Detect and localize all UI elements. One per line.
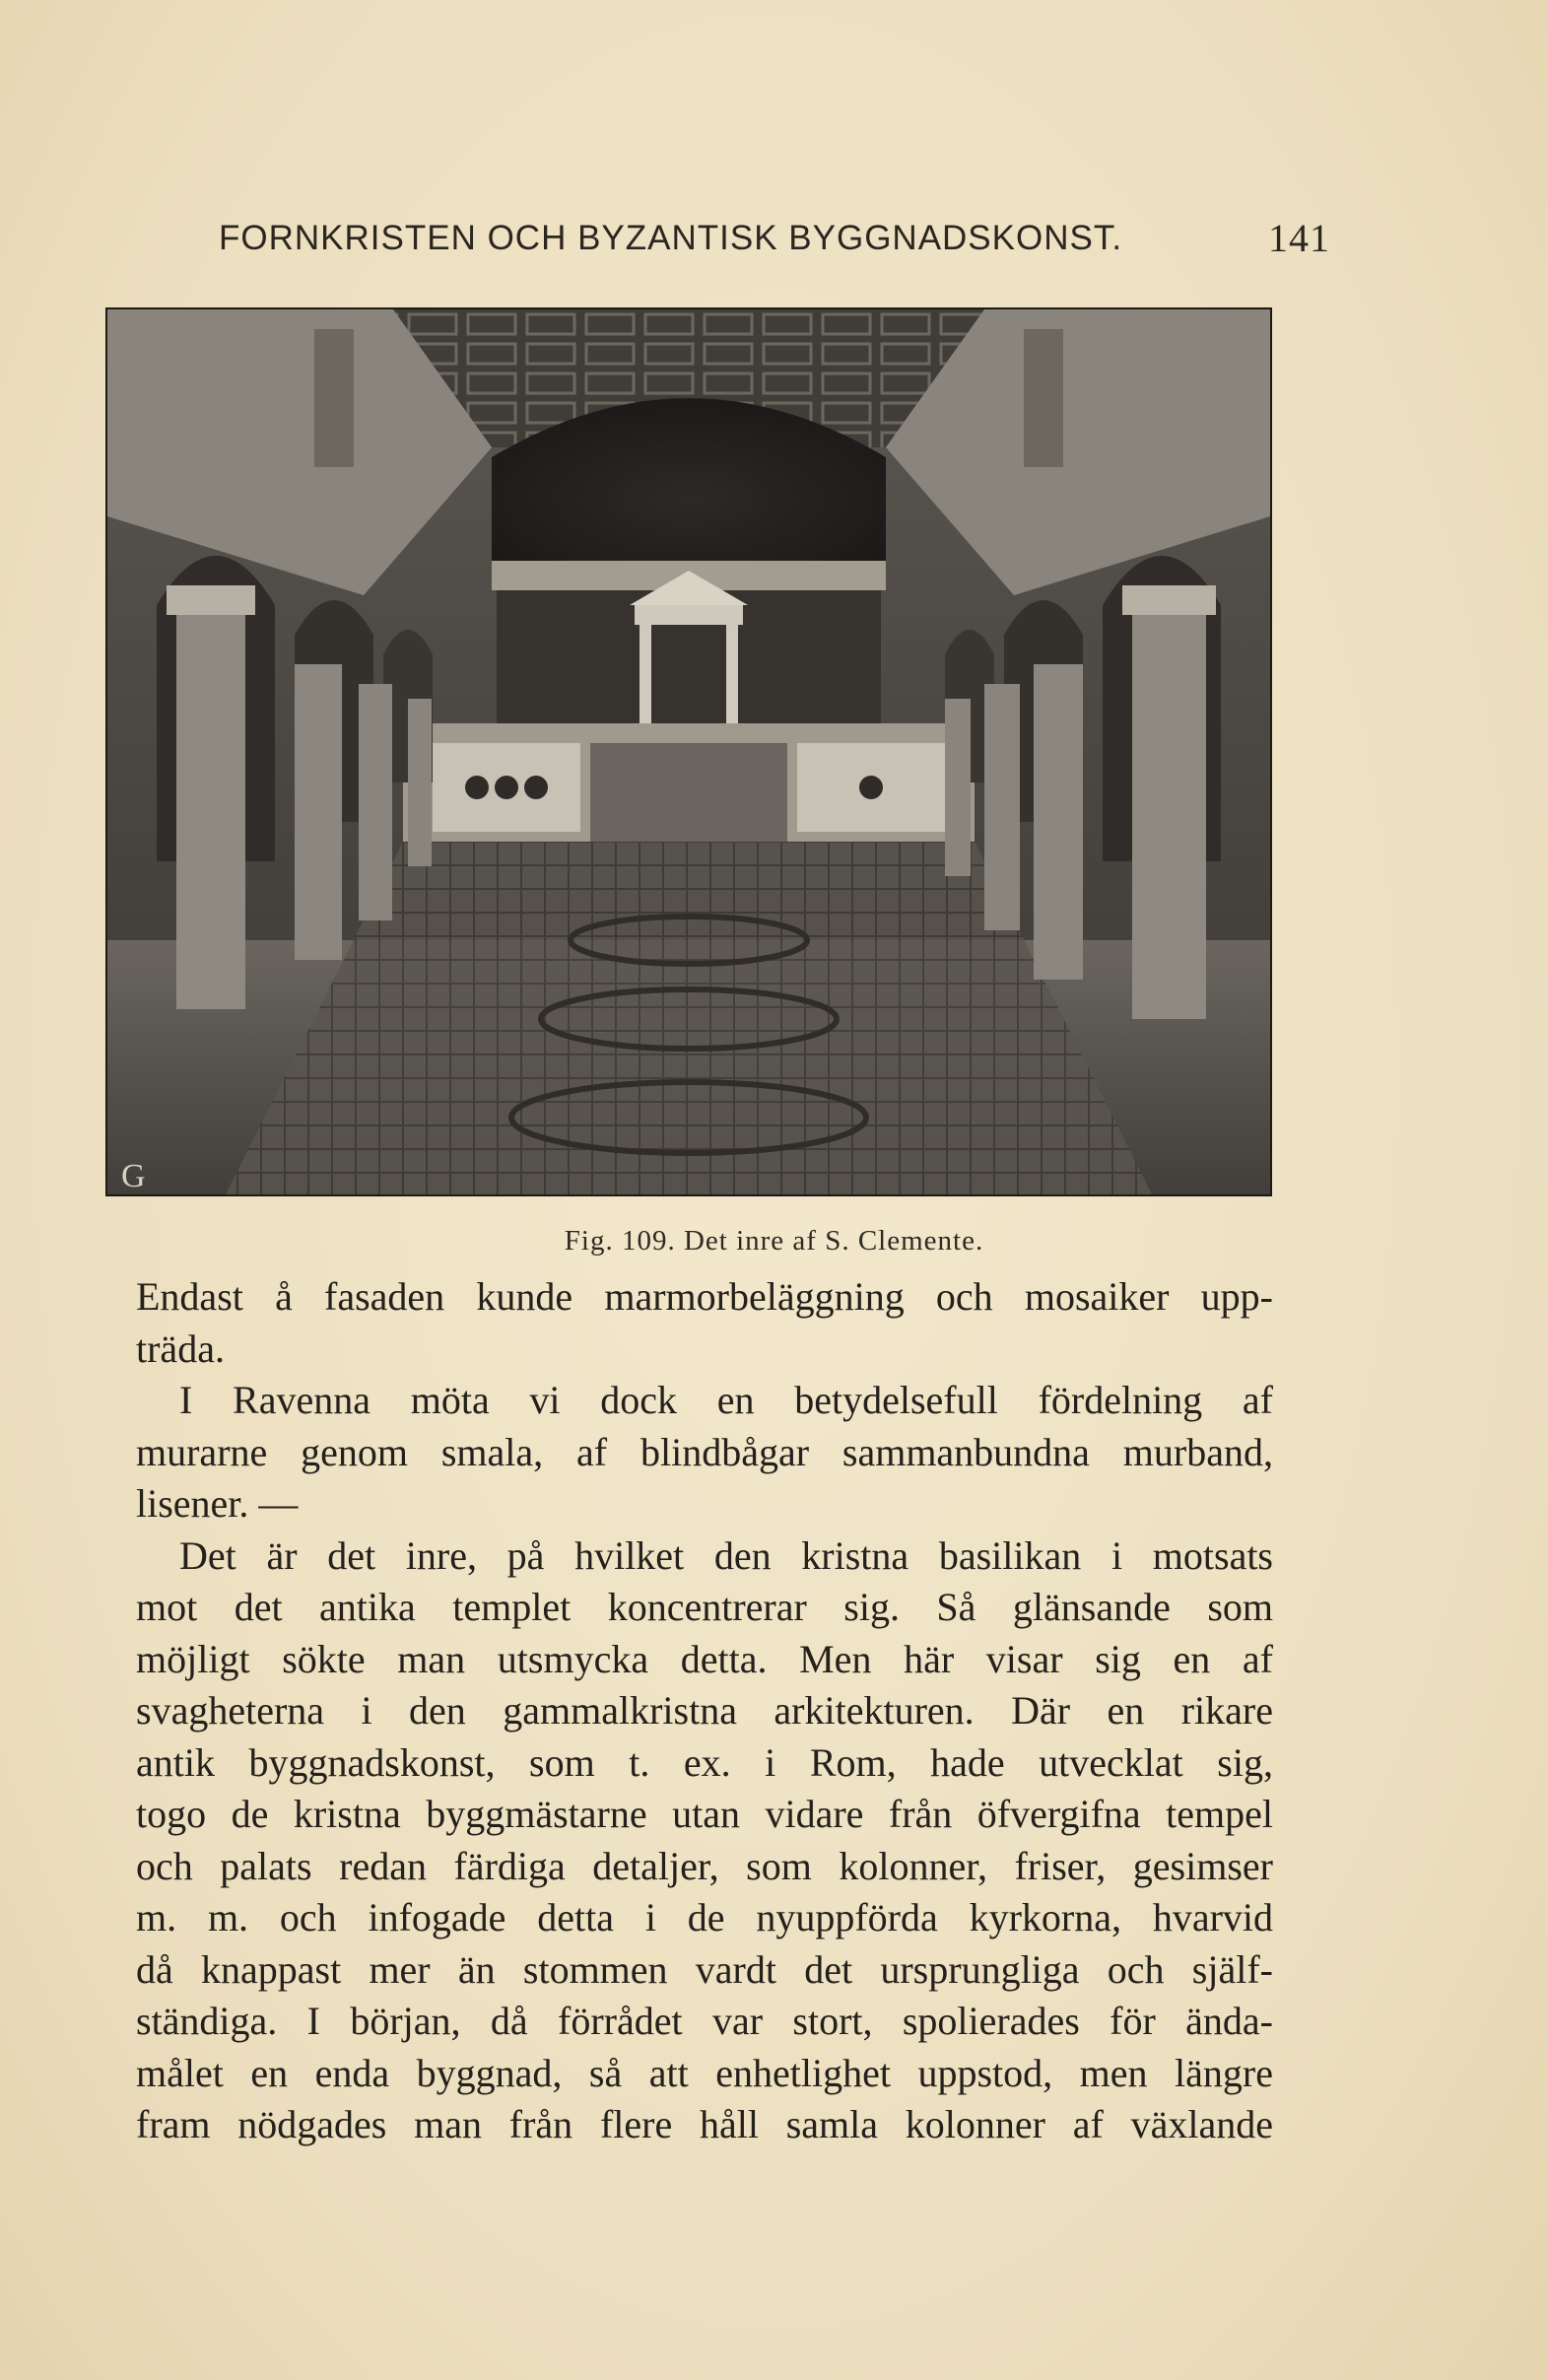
text-line: Endast å fasaden kunde marmorbeläggning och mosaiker upp- — [136, 1274, 1273, 1319]
body-text — [136, 1271, 1273, 2151]
text-line: lisener. — — [136, 1481, 299, 1526]
running-title: FORNKRISTEN OCH BYZANTISK BYGGNADSKONST. — [219, 219, 1123, 257]
text-line: togo de kristna byggmästarne utan vidare från öfvergifna tempel — [136, 1792, 1273, 1836]
text-line: Det är det inre, på hvilket den kristna basilikan i motsats — [179, 1532, 1273, 1578]
figure-caption: Fig. 109. Det inre af S. Clemente. — [564, 1225, 984, 1257]
running-head — [219, 216, 1330, 268]
text-line: murarne genom smala, af blindbågar sammanbundna murband, — [136, 1429, 1273, 1474]
publisher-monogram: G — [121, 1158, 146, 1194]
text-line: fram nödgades man från flere håll samla kolonner af växlande — [136, 2102, 1273, 2146]
text-line: svagheterna i den gammalkristna arkitekturen. Där en rikare — [136, 1688, 1273, 1733]
text-line: möjligt sökte man utsmycka detta. Men här visar sig en af — [136, 1636, 1273, 1681]
text-line: och palats redan färdiga detaljer, som kolonner, friser, gesimser — [136, 1843, 1273, 1888]
text-line: m. m. och infogade detta i de nyuppförda kyrkorna, hvarvid — [136, 1895, 1273, 1939]
figure-basilica-interior — [105, 307, 1272, 1196]
basilica-engraving — [107, 309, 1270, 1194]
text-line: mot det antika templet koncentrerar sig. Så glänsande som — [136, 1585, 1273, 1629]
text-line: I Ravenna möta vi dock en betydelsefull fördelning af — [179, 1378, 1273, 1422]
text-line: ständiga. I början, då förrådet var stort, spolierades för ända- — [136, 1999, 1273, 2043]
text-line: träda. — [136, 1326, 225, 1371]
text-line: antik byggnadskonst, som t. ex. i Rom, hade utvecklat sig, — [136, 1739, 1273, 1785]
page-number: 141 — [1268, 216, 1330, 260]
text-line: målet en enda byggnad, så att enhetlighet uppstod, men längre — [136, 2050, 1273, 2095]
text-line: då knappast mer än stommen vardt det ursprungliga och själf- — [136, 1946, 1273, 1992]
